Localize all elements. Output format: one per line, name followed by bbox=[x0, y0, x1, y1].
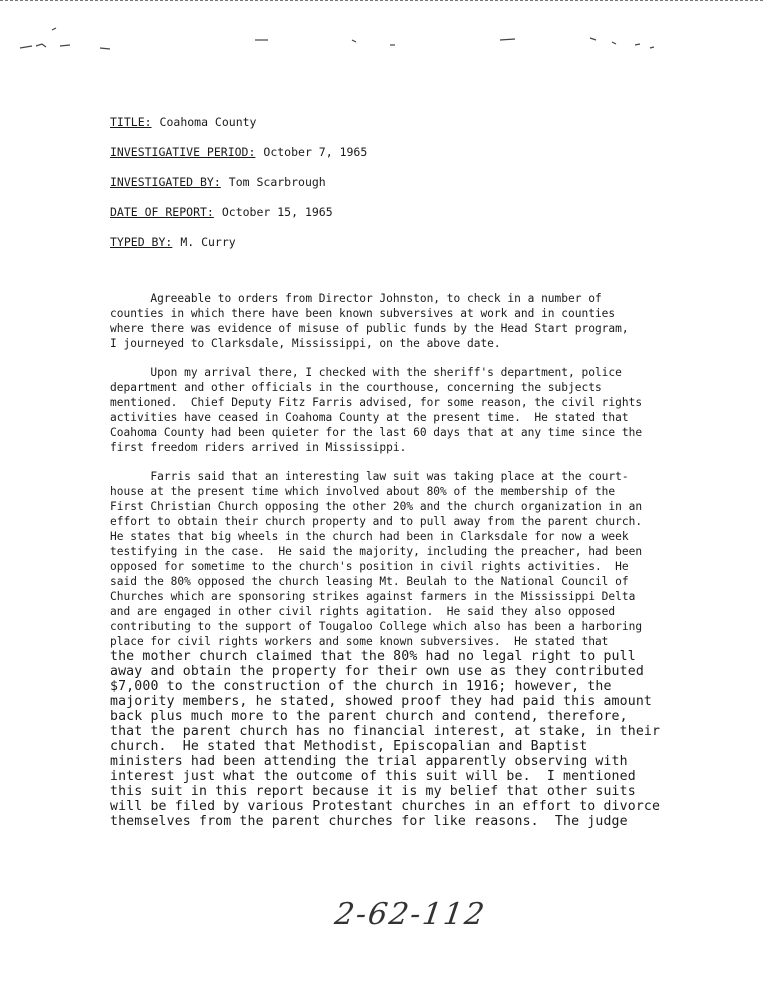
investigative-period-value: October 7, 1965 bbox=[263, 145, 368, 159]
text-line: mentioned. Chief Deputy Fitz Farris advised, for some reason, the civil rights bbox=[110, 396, 643, 409]
text-line-large: away and obtain the property for their own use as they contributed bbox=[110, 664, 644, 679]
handwritten-page-number: 2-62-112 bbox=[332, 897, 489, 932]
scan-mark bbox=[60, 45, 70, 46]
date-of-report-label: DATE OF REPORT: bbox=[110, 205, 214, 219]
scan-mark bbox=[100, 48, 110, 49]
scan-mark bbox=[352, 40, 356, 42]
text-line: and are engaged in other civil rights agitation. He said they also opposed bbox=[110, 605, 616, 618]
investigated-by-value: Tom Scarbrough bbox=[228, 175, 326, 189]
typed-by-line bbox=[110, 234, 610, 264]
text-line: Coahoma County had been quieter for the last 60 days that at any time since the bbox=[110, 426, 643, 439]
investigative-period-line bbox=[110, 144, 610, 174]
text-line: contributing to the support of Tougaloo College which also has been a harboring bbox=[110, 620, 643, 633]
text-line: counties in which there have been known subversives at work and in counties bbox=[110, 307, 616, 320]
date-of-report-value: October 15, 1965 bbox=[221, 205, 333, 219]
text-line: said the 80% opposed the church leasing Mt. Beulah to the National Council of bbox=[110, 575, 629, 588]
scan-mark bbox=[36, 44, 46, 47]
text-line: Churches which are sponsoring strikes against farmers in the Mississippi Delta bbox=[110, 590, 636, 603]
text-line: where there was evidence of misuse of public funds by the Head Start program, bbox=[110, 322, 629, 335]
text-line: Agreeable to orders from Director Johnston, to check in a number of bbox=[110, 292, 602, 305]
text-line: First Christian Church opposing the other 20% and the church organization in an bbox=[110, 500, 643, 513]
text-line: I journeyed to Clarksdale, Mississippi, on the above date. bbox=[110, 337, 501, 350]
scan-mark bbox=[590, 38, 596, 40]
report-body bbox=[110, 291, 710, 843]
typed-by-value: M. Curry bbox=[180, 235, 236, 249]
scan-mark bbox=[52, 28, 56, 30]
text-line: testifying in the case. He said the majority, including the preacher, had been bbox=[110, 545, 643, 558]
text-line-large: $7,000 to the construction of the church in 1916; however, the bbox=[110, 679, 612, 694]
text-line: first freedom riders arrived in Mississippi. bbox=[110, 441, 407, 454]
text-line: Upon my arrival there, I checked with the sheriff's department, police bbox=[110, 366, 622, 379]
date-of-report-line bbox=[110, 204, 610, 234]
text-line: He states that big wheels in the church had been in Clarksdale for now a week bbox=[110, 530, 629, 543]
scan-mark bbox=[650, 47, 654, 48]
title-label: TITLE: bbox=[110, 115, 152, 129]
text-line: Farris said that an interesting law suit was taking place at the court- bbox=[110, 470, 629, 483]
text-line: house at the present time which involved about 80% of the membership of the bbox=[110, 485, 616, 498]
scan-mark bbox=[500, 39, 515, 40]
investigated-by-line bbox=[110, 174, 610, 204]
scan-mark bbox=[612, 42, 616, 44]
text-line-large: this suit in this report because it is my belief that other suits bbox=[110, 784, 636, 799]
text-line-large: themselves from the parent churches for like reasons. The judge bbox=[110, 814, 628, 829]
typed-by-label: TYPED BY: bbox=[110, 235, 173, 249]
text-line-large: ministers had been attending the trial apparently observing with bbox=[110, 754, 628, 769]
text-line-large: will be filed by various Protestant churches in an effort to divorce bbox=[110, 799, 661, 814]
text-line-large: majority members, he stated, showed proof they had paid this amount bbox=[110, 694, 652, 709]
text-line: effort to obtain their church property and to pull away from the parent church. bbox=[110, 515, 643, 528]
scan-marks bbox=[0, 0, 763, 70]
investigated-by-label: INVESTIGATED BY: bbox=[110, 175, 221, 189]
scan-mark bbox=[635, 44, 640, 45]
paragraph-3 bbox=[110, 469, 710, 829]
text-line: activities have ceased in Coahoma County at the present time. He stated that bbox=[110, 411, 629, 424]
text-line-large: the mother church claimed that the 80% had no legal right to pull bbox=[110, 649, 636, 664]
title-line bbox=[110, 114, 610, 144]
report-header bbox=[110, 114, 610, 264]
scan-mark bbox=[20, 46, 32, 48]
text-line-large: back plus much more to the parent church and contend, therefore, bbox=[110, 709, 628, 724]
text-line-large: church. He stated that Methodist, Episcopalian and Baptist bbox=[110, 739, 588, 754]
text-line: place for civil rights workers and some known subversives. He stated that bbox=[110, 635, 609, 648]
title-value: Coahoma County bbox=[159, 115, 257, 129]
text-line-large: interest just what the outcome of this suit will be. I mentioned bbox=[110, 769, 636, 784]
text-line-large: that the parent church has no financial interest, at stake, in their bbox=[110, 724, 661, 739]
paragraph-1 bbox=[110, 291, 710, 351]
paragraph-2 bbox=[110, 365, 710, 455]
text-line: opposed for sometime to the church's position in civil rights activities. He bbox=[110, 560, 629, 573]
investigative-period-label: INVESTIGATIVE PERIOD: bbox=[110, 145, 256, 159]
text-line: department and other officials in the courthouse, concerning the subjects bbox=[110, 381, 602, 394]
